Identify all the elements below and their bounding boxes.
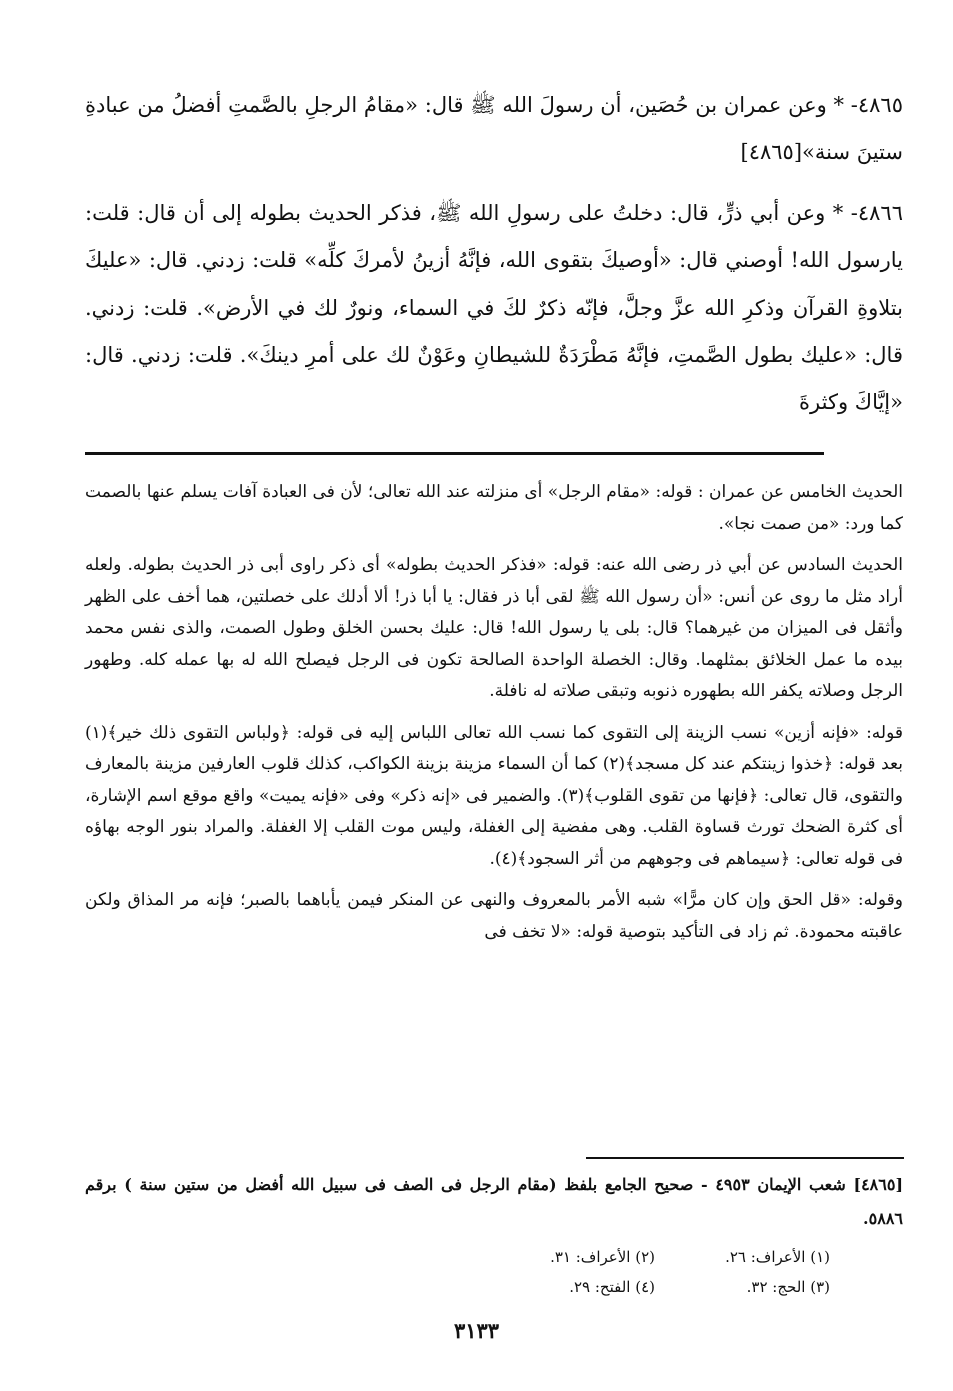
- footnote-row: [480, 1242, 830, 1272]
- reference-note: [٤٨٦٥] شعب الإيمان ٤٩٥٣ - صحيح الجامع بلفظ (مقام الرجل فى الصف فى سبيل الله أفضل من ستين سنة ) برقم ٥٨٨٦.: [85, 1175, 904, 1228]
- page-number: ٣١٣٣: [453, 1318, 500, 1343]
- footnote: (٢) الأعراف: ٣١.: [550, 1248, 655, 1266]
- commentary-paragraph: قوله: «فإنه أزين» نسب الزينة إلى التقوى كما نسب الله تعالى اللباس إليه فى قوله: ﴿ولباس التقوى ذلك خير﴾(١) بعد قوله: ﴿خذوا زينتكم عند كل مسجد﴾(٢) كما أن السماء مزينة بزينة الكواكب، كذلك قلوب العارفين مزينة بالمعارف والتقوى، قال تعالى: ﴿فإنها من تقوى القلوب﴾(٣). والضمير فى «إنه ذكر» وفى «فإنه يميت» واقع موقع اسم الإشارة، أى كثرة الضحك تورث قساوة القلب. وهى مفضية إلى الغفلة، وليس موت القلب إلا الغفلة. والمراد بنور الوجه بهاؤه فى قوله تعالى: ﴿سيماهم فى وجوههم من أثر السجود﴾(٤).: [85, 722, 903, 869]
- footnote-divider: [586, 1157, 904, 1159]
- footnote: (٤) الفتح: ٢٩.: [569, 1278, 655, 1296]
- footnote-row: [480, 1272, 830, 1302]
- commentary-paragraph: الحديث الخامس عن عمران : قوله: «مقام الرجل» أى منزلته عند الله تعالى؛ لأن فى العبادة آفات يسلم عنها بالصمت كما ورد: «من صمت نجا».: [85, 482, 903, 534]
- footnotes: [480, 1242, 830, 1302]
- section-divider: [85, 452, 824, 455]
- commentary-section: [85, 477, 903, 958]
- footnote: (١) الأعراف: ٢٦.: [725, 1248, 830, 1266]
- hadith-4866: ٤٨٦٦- * وعن أبي ذرٍّ، قال: دخلتُ على رسولِ الله ﷺ، فذكر الحديث بطوله إلى أن قال: قلت: يارسول الله! أوصني قال: «أوصيكَ بتقوى الله، فإنَّهُ أزينُ لأمركَ كلِّه» قلت: زدني. قال: «عليكَ بتلاوةِ القرآن وذكرِ الله عزَّ وجلَّ، فإنّه ذكرٌ لكَ في السماء، ونورٌ لك في الأرض». قلت: زدني. قال: «عليك بطول الصَّمتِ، فإنَّهُ مَطْرَدَةٌ للشيطانِ وعَوْنٌ لك على أمرِ دينكَ». قلت: زدني. قال: «إيَّاكَ وكثرةَ: [85, 200, 903, 415]
- commentary-paragraph: وقوله: «قل الحق وإن كان مرًّا» شبه الأمر بالمعروف والنهى عن المنكر فيمن يأباهما بالصبر؛ فإنه مر المذاق ولكن عاقبته محمودة. ثم زاد فى التأكيد بتوصية قوله: «لا تخف فى: [85, 890, 903, 942]
- hadith-4865: ٤٨٦٥- * وعن عمران بن حُصَين، أن رسولَ الله ﷺ قال: «مقامُ الرجلِ بالصَّمتِ أفضلُ من عبادةِ ستينَ سنة»[٤٨٦٥]: [85, 93, 903, 165]
- hadith-section: [85, 82, 903, 440]
- footnote: (٣) الحج: ٣٢.: [746, 1278, 830, 1296]
- reference-section: [85, 1168, 903, 1236]
- commentary-paragraph: الحديث السادس عن أبي ذر رضى الله عنه: قوله: «فذكر الحديث بطوله» أى ذكر راوى أبى ذر الحديث بطوله. ولعله أراد مثل ما روى عن أنس: «أن رسول الله ﷺ لقى أبا ذر فقال: يا أبا ذر! ألا أدلك على خصلتين، هما أخف على الظهر وأثقل فى الميزان من غيرهما؟ قال: بلى يا رسول الله! قال: عليك بحسن الخلق وطول الصمت، والذى نفس محمد بيده ما عمل الخلائق بمثلهما. وقال: الخصلة الواحدة الصالحة تكون فى الرجل فيصلح الله له بها عمله كله. وطهور الرجل وصلاته يكفر الله بطهوره ذنوبه وتبقى صلاته له نافلة.: [85, 555, 903, 701]
